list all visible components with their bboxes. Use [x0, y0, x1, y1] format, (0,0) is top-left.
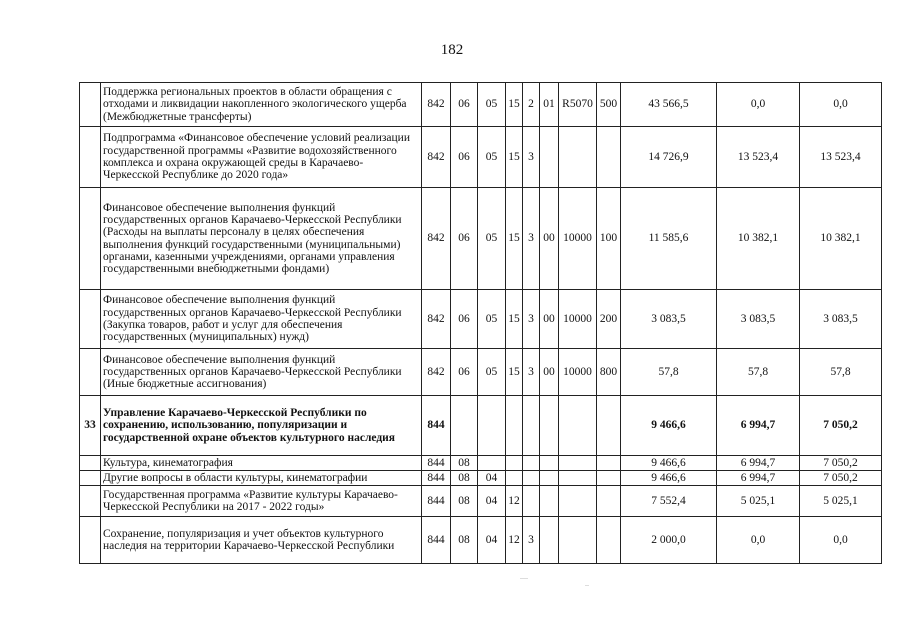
- event-code: 00: [540, 290, 559, 349]
- row-name: Финансовое обеспечение выполнения функций государственных органов Карачаево-Черкесской Республики (Расходы на выплаты персоналу в целях обеспечения выполнения функций государственными (муниципальными) органами, казенными учреждениями, органами управления государственными внебюджетными фондами): [101, 188, 422, 290]
- section-code: 08: [451, 471, 478, 486]
- page-number: 182: [440, 42, 464, 58]
- row-name: Государственная программа «Развитие культуры Карачаево-Черкесской Республики на 2017 - 2022 годы»: [101, 486, 422, 517]
- expense-type-code: [597, 456, 621, 471]
- table-row: [80, 486, 882, 517]
- subsection-code: 04: [478, 486, 506, 517]
- ved-code: 844: [422, 471, 451, 486]
- row-number: [80, 486, 101, 517]
- subsection-code: 04: [478, 471, 506, 486]
- section-code: 08: [451, 456, 478, 471]
- table-row: [80, 396, 882, 456]
- subsection-code: [478, 456, 506, 471]
- subprogram-code: 3: [523, 290, 540, 349]
- subsection-code: 05: [478, 290, 506, 349]
- expense-type-code: 100: [597, 188, 621, 290]
- amount-year-1: 2 000,0: [621, 517, 717, 564]
- subsection-code: 05: [478, 188, 506, 290]
- row-number: [80, 188, 101, 290]
- amount-year-1: 43 566,5: [621, 83, 717, 127]
- amount-year-1: 9 466,6: [621, 456, 717, 471]
- direction-code: [559, 127, 597, 188]
- amount-year-2: 0,0: [717, 83, 800, 127]
- subprogram-code: 2: [523, 83, 540, 127]
- program-code: 12: [506, 486, 523, 517]
- amount-year-3: 7 050,2: [800, 471, 882, 486]
- subprogram-code: 3: [523, 517, 540, 564]
- row-number: [80, 290, 101, 349]
- event-code: 00: [540, 188, 559, 290]
- row-name: Управление Карачаево-Черкесской Республики по сохранению, использованию, популяризации и государственной охране объектов культурного наследия: [101, 396, 422, 456]
- table-row: [80, 471, 882, 486]
- ved-code: 844: [422, 396, 451, 456]
- subsection-code: 04: [478, 517, 506, 564]
- amount-year-3: 57,8: [800, 349, 882, 396]
- event-code: [540, 486, 559, 517]
- program-code: [506, 456, 523, 471]
- amount-year-1: 11 585,6: [621, 188, 717, 290]
- subprogram-code: [523, 471, 540, 486]
- amount-year-2: 6 994,7: [717, 456, 800, 471]
- table-row: [80, 188, 882, 290]
- amount-year-2: 3 083,5: [717, 290, 800, 349]
- amount-year-3: 0,0: [800, 83, 882, 127]
- program-code: 15: [506, 290, 523, 349]
- event-code: [540, 396, 559, 456]
- amount-year-2: 5 025,1: [717, 486, 800, 517]
- amount-year-1: 14 726,9: [621, 127, 717, 188]
- expense-type-code: [597, 517, 621, 564]
- program-code: 15: [506, 83, 523, 127]
- row-number: [80, 471, 101, 486]
- ved-code: 844: [422, 517, 451, 564]
- event-code: 01: [540, 83, 559, 127]
- event-code: [540, 517, 559, 564]
- row-name: Финансовое обеспечение выполнения функций государственных органов Карачаево-Черкесской Республики (Закупка товаров, работ и услуг для обеспечения государственных (муниципальных) нужд): [101, 290, 422, 349]
- expense-type-code: 500: [597, 83, 621, 127]
- program-code: [506, 396, 523, 456]
- program-code: 15: [506, 349, 523, 396]
- section-code: [451, 396, 478, 456]
- expense-type-code: 200: [597, 290, 621, 349]
- program-code: [506, 471, 523, 486]
- amount-year-2: 6 994,7: [717, 396, 800, 456]
- direction-code: 10000: [559, 349, 597, 396]
- amount-year-2: 10 382,1: [717, 188, 800, 290]
- event-code: 00: [540, 349, 559, 396]
- amount-year-1: 9 466,6: [621, 396, 717, 456]
- amount-year-3: 5 025,1: [800, 486, 882, 517]
- amount-year-1: 57,8: [621, 349, 717, 396]
- event-code: [540, 456, 559, 471]
- direction-code: [559, 396, 597, 456]
- amount-year-3: 7 050,2: [800, 396, 882, 456]
- subprogram-code: 3: [523, 349, 540, 396]
- budget-table: [79, 82, 882, 564]
- subsection-code: 05: [478, 349, 506, 396]
- amount-year-2: 6 994,7: [717, 471, 800, 486]
- table-row: [80, 127, 882, 188]
- subprogram-code: [523, 396, 540, 456]
- amount-year-3: 13 523,4: [800, 127, 882, 188]
- amount-year-2: 0,0: [717, 517, 800, 564]
- section-code: 08: [451, 517, 478, 564]
- program-code: 15: [506, 188, 523, 290]
- amount-year-1: 3 083,5: [621, 290, 717, 349]
- row-name: Финансовое обеспечение выполнения функций государственных органов Карачаево-Черкесской Республики (Иные бюджетные ассигнования): [101, 349, 422, 396]
- amount-year-3: 0,0: [800, 517, 882, 564]
- table-row: [80, 83, 882, 127]
- expense-type-code: [597, 471, 621, 486]
- section-code: 06: [451, 127, 478, 188]
- section-code: 06: [451, 83, 478, 127]
- direction-code: [559, 456, 597, 471]
- direction-code: 10000: [559, 188, 597, 290]
- subprogram-code: 3: [523, 127, 540, 188]
- ved-code: 842: [422, 83, 451, 127]
- row-number: [80, 456, 101, 471]
- direction-code: [559, 517, 597, 564]
- table-row: [80, 349, 882, 396]
- row-number: [80, 83, 101, 127]
- row-name: Сохранение, популяризация и учет объектов культурного наследия на территории Карачаево-Черкесской Республики: [101, 517, 422, 564]
- subprogram-code: 3: [523, 188, 540, 290]
- table-row: [80, 456, 882, 471]
- ved-code: 842: [422, 349, 451, 396]
- expense-type-code: 800: [597, 349, 621, 396]
- amount-year-1: 9 466,6: [621, 471, 717, 486]
- table-row: [80, 290, 882, 349]
- ved-code: 842: [422, 290, 451, 349]
- subprogram-code: [523, 456, 540, 471]
- ved-code: 844: [422, 486, 451, 517]
- subsection-code: 05: [478, 127, 506, 188]
- amount-year-3: 3 083,5: [800, 290, 882, 349]
- amount-year-2: 57,8: [717, 349, 800, 396]
- amount-year-1: 7 552,4: [621, 486, 717, 517]
- row-number: [80, 127, 101, 188]
- row-number: [80, 349, 101, 396]
- subsection-code: 05: [478, 83, 506, 127]
- section-code: 06: [451, 349, 478, 396]
- expense-type-code: [597, 127, 621, 188]
- amount-year-3: 7 050,2: [800, 456, 882, 471]
- direction-code: [559, 471, 597, 486]
- row-name: Подпрограмма «Финансовое обеспечение условий реализации государственной программы «Развитие водохозяйственного комплекса и охрана окружающей среды в Карачаево-Черкесской Республике до 2020 года»: [101, 127, 422, 188]
- ved-code: 842: [422, 127, 451, 188]
- row-name: Культура, кинематография: [101, 456, 422, 471]
- direction-code: 10000: [559, 290, 597, 349]
- ved-code: 842: [422, 188, 451, 290]
- event-code: [540, 471, 559, 486]
- row-name: Другие вопросы в области культуры, кинематографии: [101, 471, 422, 486]
- direction-code: [559, 486, 597, 517]
- section-code: 08: [451, 486, 478, 517]
- event-code: [540, 127, 559, 188]
- program-code: 15: [506, 127, 523, 188]
- expense-type-code: [597, 486, 621, 517]
- row-number: 33: [80, 396, 101, 456]
- subsection-code: [478, 396, 506, 456]
- subprogram-code: [523, 486, 540, 517]
- section-code: 06: [451, 290, 478, 349]
- row-name: Поддержка региональных проектов в области обращения с отходами и ликвидации накопленного экологического ущерба (Межбюджетные трансферты): [101, 83, 422, 127]
- amount-year-2: 13 523,4: [717, 127, 800, 188]
- program-code: 12: [506, 517, 523, 564]
- direction-code: R5070: [559, 83, 597, 127]
- section-code: 06: [451, 188, 478, 290]
- row-number: [80, 517, 101, 564]
- expense-type-code: [597, 396, 621, 456]
- amount-year-3: 10 382,1: [800, 188, 882, 290]
- scan-mark: [585, 585, 589, 586]
- scan-mark: [520, 578, 528, 579]
- ved-code: 844: [422, 456, 451, 471]
- table-row: [80, 517, 882, 564]
